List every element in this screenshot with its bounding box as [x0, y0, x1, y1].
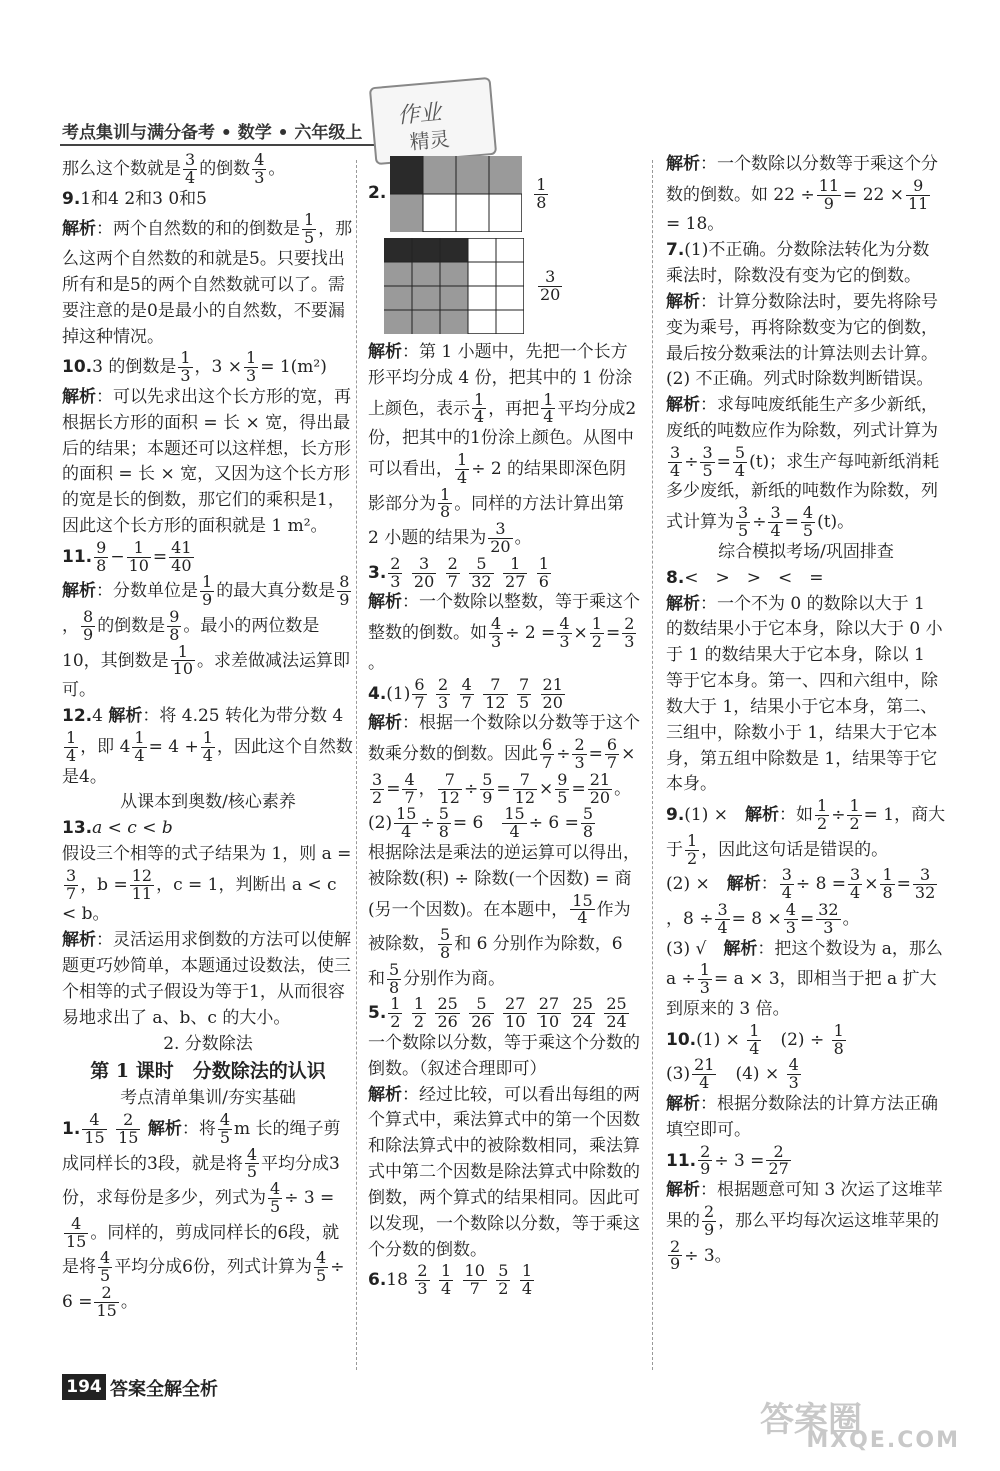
column-2 — [368, 152, 640, 1298]
fraction: $\frac{4}{3}$ — [788, 1055, 799, 1093]
fraction: $\frac{2}{3}$ — [437, 674, 449, 712]
fraction: $\frac{4}{5}$ — [219, 1110, 231, 1147]
section-heading: 从课本到奥数/核心素养 — [120, 792, 296, 813]
fraction: $\frac{9}{8}$ — [96, 537, 107, 575]
watermark-logo — [760, 1392, 960, 1453]
fraction: $\frac{4}{5}$ — [246, 1144, 258, 1182]
fraction: $\frac{10}{7}$ — [464, 1261, 485, 1299]
fraction: $\frac{3}{4}$ — [717, 899, 728, 937]
fraction: $\frac{1}{27}$ — [505, 553, 526, 591]
question-2-number: 2. — [368, 183, 387, 204]
question-2-figure-2 — [384, 238, 640, 334]
fraction: $\frac{9}{11}$ — [907, 175, 929, 213]
fraction: $\frac{1}{4}$ — [543, 389, 554, 427]
stamp-line1: 作业 — [396, 100, 443, 130]
fraction: $\frac{3}{5}$ — [738, 503, 749, 541]
fraction: $\frac{12}{11}$ — [131, 865, 153, 903]
explanation-4: 解析：根据一个数除以分数等于这个数乘分数的倒数。因此 $\frac{6}{7}$ ÷ $\frac{2}{3}$ = $\frac{6}{7}$ × $\frac{3}{2}$ = $\frac{4}{7}$ ， $\frac{7}{12}$ ÷ $\frac{5}{9}$ = $\frac{7}{12}$ × $\frac{9}{5}$ = $\frac{21}{20}$ 。 — [368, 713, 640, 807]
fraction: $\frac{21}{20}$ — [542, 674, 563, 712]
answer-line: 那么这个数就是 $\frac{3}{4}$ 的倒数 $\frac{4}{3}$ 。 — [62, 150, 286, 187]
explanation-7-part-2: 解析：求每吨废纸能生产多少新纸，废纸的吨数应作为除数，列式计算为 $\frac{3}{4}$ ÷ $\frac{3}{5}$ = $\frac{5}{4}$ (t)；求生产每吨新纸消耗多少废纸，新纸的吨数作为除数，列式计算为 $\frac{3}{5}$ ÷ $\frac{3}{4}$ = $\frac{4}{5}$ (t)。 — [666, 395, 940, 541]
fraction: $\frac{4}{15}$ — [84, 1110, 105, 1147]
fraction: $\frac{1}{2}$ — [817, 796, 828, 833]
fraction: $\frac{7}{12}$ — [439, 769, 460, 807]
question-9: 9.1和4 2和3 0和5 — [62, 188, 207, 209]
fraction: $\frac{2}{7}$ — [447, 553, 458, 591]
fraction: $\frac{11}{9}$ — [818, 175, 840, 213]
explanation-7: 解析：计算分数除法时，要先将除号变为乘号，再将除数变为它的倒数，最后按分数乘法的计算法则去计算。 — [666, 291, 938, 364]
fraction: $\frac{15}{4}$ — [396, 804, 417, 842]
fraction: $\frac{2}{15}$ — [118, 1110, 139, 1147]
fraction: $\frac{3}{20}$ — [413, 553, 435, 591]
column-divider — [356, 160, 357, 1370]
fraction: $\frac{3}{32}$ — [914, 865, 936, 903]
fraction: $\frac{27}{10}$ — [538, 994, 560, 1032]
fraction: $\frac{1}{8}$ — [536, 174, 547, 212]
question-2-figure-1 — [368, 156, 640, 232]
fraction: $\frac{1}{2}$ — [390, 994, 401, 1032]
fraction: $\frac{1}{3}$ — [180, 348, 191, 386]
fraction: $\frac{4}{3}$ — [559, 614, 570, 652]
question-4: 4.(1) $\frac{6}{7}$ $\frac{2}{3}$ $\frac{4}{7}$ $\frac{7}{12}$ $\frac{7}{5}$ $\frac{21}{20}$ — [368, 674, 563, 712]
fraction: $\frac{1}{4}$ — [440, 1261, 452, 1299]
fraction: $\frac{4}{7}$ — [404, 769, 415, 807]
fraction: $\frac{1}{2}$ — [413, 994, 425, 1032]
fraction: $\frac{6}{7}$ — [606, 735, 618, 772]
question-9-part-2: (2) × 解析： $\frac{3}{4}$ ÷ 8 = $\frac{3}{4}$ × $\frac{1}{8}$ = $\frac{3}{32}$ ，8 ÷ $\frac{3}{4}$ = 8 × $\frac{4}{3}$ = $\frac{32}{3}$ 。 — [666, 865, 936, 937]
watermark-line1: 答案圈 — [760, 1400, 862, 1440]
fraction: $\frac{5}{4}$ — [734, 442, 746, 480]
fraction: $\frac{3}{4}$ — [770, 503, 781, 541]
page-header-title: 考点集训与满分备考 • 数学 • 六年级上 — [62, 123, 363, 143]
question-6: 6.18 $\frac{2}{3}$ $\frac{1}{4}$ $\frac{10}{7}$ $\frac{5}{2}$ $\frac{1}{4}$ — [368, 1261, 533, 1299]
explanation-5: 解析：经过比较，可以看出每组的两个算式中，乘法算式中的第一个因数和除法算式中的被除数相同，乘法算式中第二个因数是除法算式中除数的倒数，两个算式的结果相同。因此可以发现，一个数除以分数，等于乘这个分数的倒数。 — [368, 1084, 640, 1260]
fraction: $\frac{1}{8}$ — [882, 865, 893, 903]
fraction: $\frac{1}{6}$ — [538, 553, 549, 591]
fraction: $\frac{3}{20}$ — [490, 519, 511, 557]
fraction: $\frac{3}{4}$ — [781, 865, 792, 903]
fraction: $\frac{25}{26}$ — [437, 994, 458, 1032]
fraction: $\frac{1}{10}$ — [172, 641, 193, 679]
fraction: $\frac{21}{4}$ — [694, 1055, 715, 1093]
fraction: $\frac{7}{12}$ — [485, 674, 506, 712]
fraction: $\frac{25}{24}$ — [572, 994, 593, 1032]
question-7-part-2: (2) 不正确。列式时除数判断错误。 — [666, 369, 934, 390]
fraction: $\frac{1}{10}$ — [128, 537, 149, 575]
fraction: $\frac{4}{15}$ — [66, 1213, 87, 1251]
chapter-heading: 2. 分数除法 — [163, 1033, 253, 1054]
fraction: $\frac{1}{8}$ — [833, 1020, 844, 1058]
fraction: $\frac{1}{4}$ — [202, 727, 213, 765]
explanation-11: 解析：根据题意可知 3 次运了这堆苹果的 $\frac{2}{9}$ ，那么平均每次运这堆苹果的 $\frac{2}{9}$ ÷ 3。 — [666, 1180, 943, 1274]
fraction: $\frac{5}{9}$ — [482, 769, 493, 807]
fraction: $\frac{3}{2}$ — [372, 769, 383, 807]
fraction: $\frac{7}{12}$ — [514, 769, 536, 807]
watermark-line2: MXQE.COM — [806, 1428, 960, 1453]
question-5: 5. $\frac{1}{2}$ $\frac{1}{2}$ $\frac{25}{26}$ $\frac{5}{26}$ $\frac{27}{10}$ $\frac{27}{10}$ $\frac{25}{24}$ $\frac{25}{24}$ — [368, 994, 627, 1032]
explanation-13: 解析：灵活运用求倒数的方法可以使解题更巧妙简单，本题通过设数法，使三个相等的式子假设为等于1，从而很容易地求出了 a、b、c 的大小。 — [62, 930, 351, 1028]
column-1 — [62, 152, 354, 1320]
fraction: $\frac{1}{2}$ — [591, 614, 602, 652]
fraction: $\frac{7}{5}$ — [518, 674, 530, 712]
fraction: $\frac{4}{5}$ — [316, 1248, 327, 1286]
fraction: $\frac{32}{3}$ — [818, 899, 839, 937]
question-1: 1. $\frac{4}{15}$ $\frac{2}{15}$ 解析：将 $\frac{4}{5}$ m 长的绳子剪成同样长的3段，就是将 $\frac{4}{5}$ 平均分成3份，求每份是多少，列式为 $\frac{4}{5}$ ÷ 3 = $\frac{4}{15}$ 。同样的，剪成同样长的6段，就是将 $\frac{4}{5}$ 平均分成6份，列式计算为 $\frac{4}{5}$ ÷ 6 = $\frac{2}{15}$ 。 — [62, 1110, 345, 1320]
fraction: $\frac{4}{3}$ — [254, 150, 265, 187]
fraction: $\frac{3}{20}$ — [540, 266, 561, 304]
fraction: $\frac{5}{8}$ — [389, 959, 400, 997]
fraction: $\frac{3}{4}$ — [850, 865, 861, 903]
fraction: $\frac{1}{4}$ — [749, 1020, 760, 1058]
question-10: 10.(1) × $\frac{1}{4}$ (2) ÷ $\frac{1}{8}$ — [666, 1020, 844, 1058]
fraction: $\frac{41}{40}$ — [171, 537, 192, 575]
fraction: $\frac{1}{3}$ — [699, 960, 710, 998]
fraction: $\frac{1}{4}$ — [474, 389, 485, 427]
fraction: $\frac{2}{9}$ — [700, 1141, 711, 1179]
explanation-9: 解析：两个自然数的和的倒数是 $\frac{1}{5}$ ，那么这两个自然数的和就是5。只要找出所有和是5的两个自然数就可以了。需要注意的是0是最小的自然数，不要漏掉这种情况。 — [62, 210, 353, 347]
fraction: $\frac{4}{3}$ — [785, 899, 796, 937]
question-10: 10.3 的倒数是 $\frac{1}{3}$ ，3 × $\frac{1}{3}$ = 1(m²) — [62, 348, 327, 386]
question-11: 11. $\frac{2}{9}$ ÷ 3 = $\frac{2}{27}$ — [666, 1141, 789, 1179]
section-heading: 综合模拟考场/巩固排查 — [718, 541, 894, 562]
fraction: $\frac{4}{5}$ — [100, 1248, 111, 1286]
fraction: $\frac{2}{27}$ — [768, 1141, 789, 1179]
lesson-heading: 第 1 课时 分数除法的认识 — [90, 1060, 326, 1083]
stamp-line2: 精灵 — [408, 126, 451, 155]
explanation-10: 解析：根据分数除法的计算方法正确填空即可。 — [666, 1093, 938, 1140]
answer-5: 一个数除以分数，等于乘这个分数的倒数。（叙述合理即可） — [368, 1032, 640, 1079]
fraction: $\frac{2}{9}$ — [670, 1236, 681, 1274]
fraction: $\frac{2}{9}$ — [704, 1202, 715, 1239]
question-4-part-2: (2) $\frac{15}{4}$ ÷ $\frac{5}{8}$ = 6 $\frac{15}{4}$ ÷ 6 = $\frac{5}{8}$ — [368, 804, 594, 842]
fraction: $\frac{15}{4}$ — [572, 890, 593, 928]
fraction: $\frac{6}{7}$ — [414, 674, 425, 712]
question-8: 8.< > > < = — [666, 567, 824, 588]
fraction: $\frac{5}{8}$ — [440, 925, 451, 962]
fraction: $\frac{1}{4}$ — [457, 450, 468, 487]
fraction: $\frac{1}{2}$ — [849, 796, 860, 833]
question-7: 7.(1)不正确。分数除法转化为分数乘法时，除数没有变为它的倒数。 — [666, 240, 930, 287]
fraction: $\frac{2}{3}$ — [574, 735, 585, 772]
fraction: $\frac{4}{5}$ — [270, 1179, 281, 1217]
explanation-6: 解析：一个数除以分数等于乘这个分数的倒数。如 22 ÷ $\frac{11}{9}$ = 22 × $\frac{9}{11}$ = 18。 — [666, 154, 938, 235]
fraction: $\frac{4}{7}$ — [461, 674, 472, 712]
column-divider — [652, 160, 653, 1370]
fraction: $\frac{3}{5}$ — [702, 442, 713, 480]
grid-figure-1 — [390, 156, 522, 232]
fraction: $\frac{5}{8}$ — [582, 804, 594, 842]
explanation-3: 解析：一个数除以整数，等于乘这个整数的倒数。如 $\frac{4}{3}$ ÷ 2 = $\frac{4}{3}$ × $\frac{1}{2}$ = $\frac{2}{3}$ 。 — [368, 592, 640, 673]
fraction: $\frac{4}{3}$ — [491, 614, 502, 652]
question-9-part-3: (3) √ 解析：把这个数设为 a，那么 a ÷ $\frac{1}{3}$ = a × 3，即相当于把 a 扩大到原来的 3 倍。 — [666, 938, 943, 1019]
fraction: $\frac{9}{8}$ — [169, 607, 180, 644]
fraction: $\frac{2}{15}$ — [96, 1283, 117, 1320]
fraction: $\frac{5}{2}$ — [498, 1261, 509, 1299]
question-3: 3. $\frac{2}{3}$ $\frac{3}{20}$ $\frac{2}{7}$ $\frac{5}{32}$ $\frac{1}{27}$ $\frac{1}{6}$ — [368, 553, 549, 591]
question-13: 13.a < c < b — [62, 818, 173, 839]
fraction: $\frac{6}{7}$ — [542, 735, 553, 772]
fraction: $\frac{1}{4}$ — [521, 1261, 533, 1299]
fraction: $\frac{2}{3}$ — [390, 553, 401, 591]
fraction: $\frac{5}{32}$ — [471, 553, 492, 591]
fraction: $\frac{2}{3}$ — [417, 1261, 428, 1299]
fraction: $\frac{3}{4}$ — [670, 442, 681, 480]
fraction: $\frac{8}{9}$ — [339, 572, 350, 610]
subsection-heading: 考点清单集训/夯实基础 — [120, 1088, 296, 1109]
question-12: 12.4 解析：将 4.25 转化为带分数 4 $\frac{1}{4}$ ，即 4 $\frac{1}{4}$ = 4 + $\frac{1}{4}$ ，因此这个自然数是4。 — [62, 706, 353, 787]
explanation-2: 解析：第 1 小题中，先把一个长方形平均分成 4 份，把其中的 1 份涂上颜色，表示 $\frac{1}{4}$ ，再把 $\frac{1}{4}$ 平均分成2份，把其中的1份涂上颜色。从图中可以看出， $\frac{1}{4}$ ÷ 2 的结果即深色阴影部分为 $\frac{1}{8}$ 。同样的方法计算出第 2 小题的结果为 $\frac{3}{20}$ 。 — [368, 342, 637, 557]
fraction: $\frac{15}{4}$ — [504, 804, 525, 842]
fraction: $\frac{1}{9}$ — [202, 572, 213, 610]
fraction: $\frac{3}{7}$ — [66, 865, 77, 903]
fraction: $\frac{1}{4}$ — [66, 727, 77, 765]
fraction: $\frac{21}{20}$ — [589, 769, 611, 807]
grid-figure-2 — [384, 238, 524, 334]
question-10-part-2: (3) $\frac{21}{4}$ (4) × $\frac{4}{3}$ — [666, 1055, 799, 1093]
fraction: $\frac{1}{4}$ — [134, 727, 145, 765]
answer-13: 假设三个相等的式子结果为 1，则 a = $\frac{3}{7}$ ，b = $\frac{12}{11}$ ，c = 1，判断出 a < c < b。 — [62, 844, 352, 925]
question-11: 11. $\frac{9}{8}$ − $\frac{1}{10}$ = $\frac{41}{40}$ — [62, 537, 192, 575]
fraction: $\frac{1}{8}$ — [440, 484, 451, 522]
fraction: $\frac{4}{5}$ — [802, 503, 814, 541]
fraction: $\frac{3}{4}$ — [185, 150, 196, 187]
fraction: $\frac{1}{3}$ — [246, 348, 257, 386]
fraction: $\frac{1}{2}$ — [687, 830, 698, 868]
header-rule — [60, 144, 380, 146]
fraction: $\frac{5}{8}$ — [438, 804, 449, 842]
explanation-10: 解析：可以先求出这个长方形的宽，再根据长方形的面积 = 长 × 宽，得出最后的结果；本题还可以这样想，长方形的面积 = 长 × 宽，又因为这个长方形的宽是长的倒数，那它们的乘积是1，因此这个长方形的面积就是 1 m²。 — [62, 386, 351, 537]
explanation-4-part-2: 根据除法是乘法的逆运算可以得出，被除数(积) ÷ 除数(一个因数) = 商(另一个因数)。在本题中， $\frac{15}{4}$ 作为被除数， $\frac{5}{8}$ 和 6 分别作为除数，6 和 $\frac{5}{8}$ 分别作为商。 — [368, 842, 640, 997]
explanation-11: 解析：分数单位是 $\frac{1}{9}$ 的最大真分数是 $\frac{8}{9}$ ， $\frac{8}{9}$ 的倒数是 $\frac{9}{8}$ 。最小的两位数是10，其倒数是 $\frac{1}{10}$ 。求差做减法运算即可。 — [62, 572, 350, 701]
page-number: 194 — [62, 1374, 106, 1400]
fraction: $\frac{5}{26}$ — [471, 994, 492, 1032]
explanation-8: 解析：一个不为 0 的数除以大于 1 的数结果小于它本身，除以大于 0 小于 1 的数结果大于它本身，除以 1 等于它本身。第一、四和六组中，除数大于 1，结果小于它本身，第二、三组中，除数小于 1，结果大于它本身，第五组中除数是 1，结果等于它本身。 — [666, 593, 943, 795]
fraction: $\frac{2}{3}$ — [624, 614, 635, 652]
footer-label: 答案全解全析 — [110, 1379, 218, 1400]
fraction: $\frac{1}{5}$ — [304, 210, 315, 248]
fraction: $\frac{27}{10}$ — [505, 994, 526, 1032]
fraction: $\frac{8}{9}$ — [83, 607, 94, 644]
fraction: $\frac{9}{5}$ — [557, 769, 568, 807]
column-3 — [666, 152, 946, 1273]
fraction: $\frac{25}{24}$ — [606, 994, 627, 1032]
question-9: 9.(1) × 解析：如 $\frac{1}{2}$ ÷ $\frac{1}{2}$ = 1，商大于 $\frac{1}{2}$ ，因此这句话是错误的。 — [666, 796, 946, 868]
